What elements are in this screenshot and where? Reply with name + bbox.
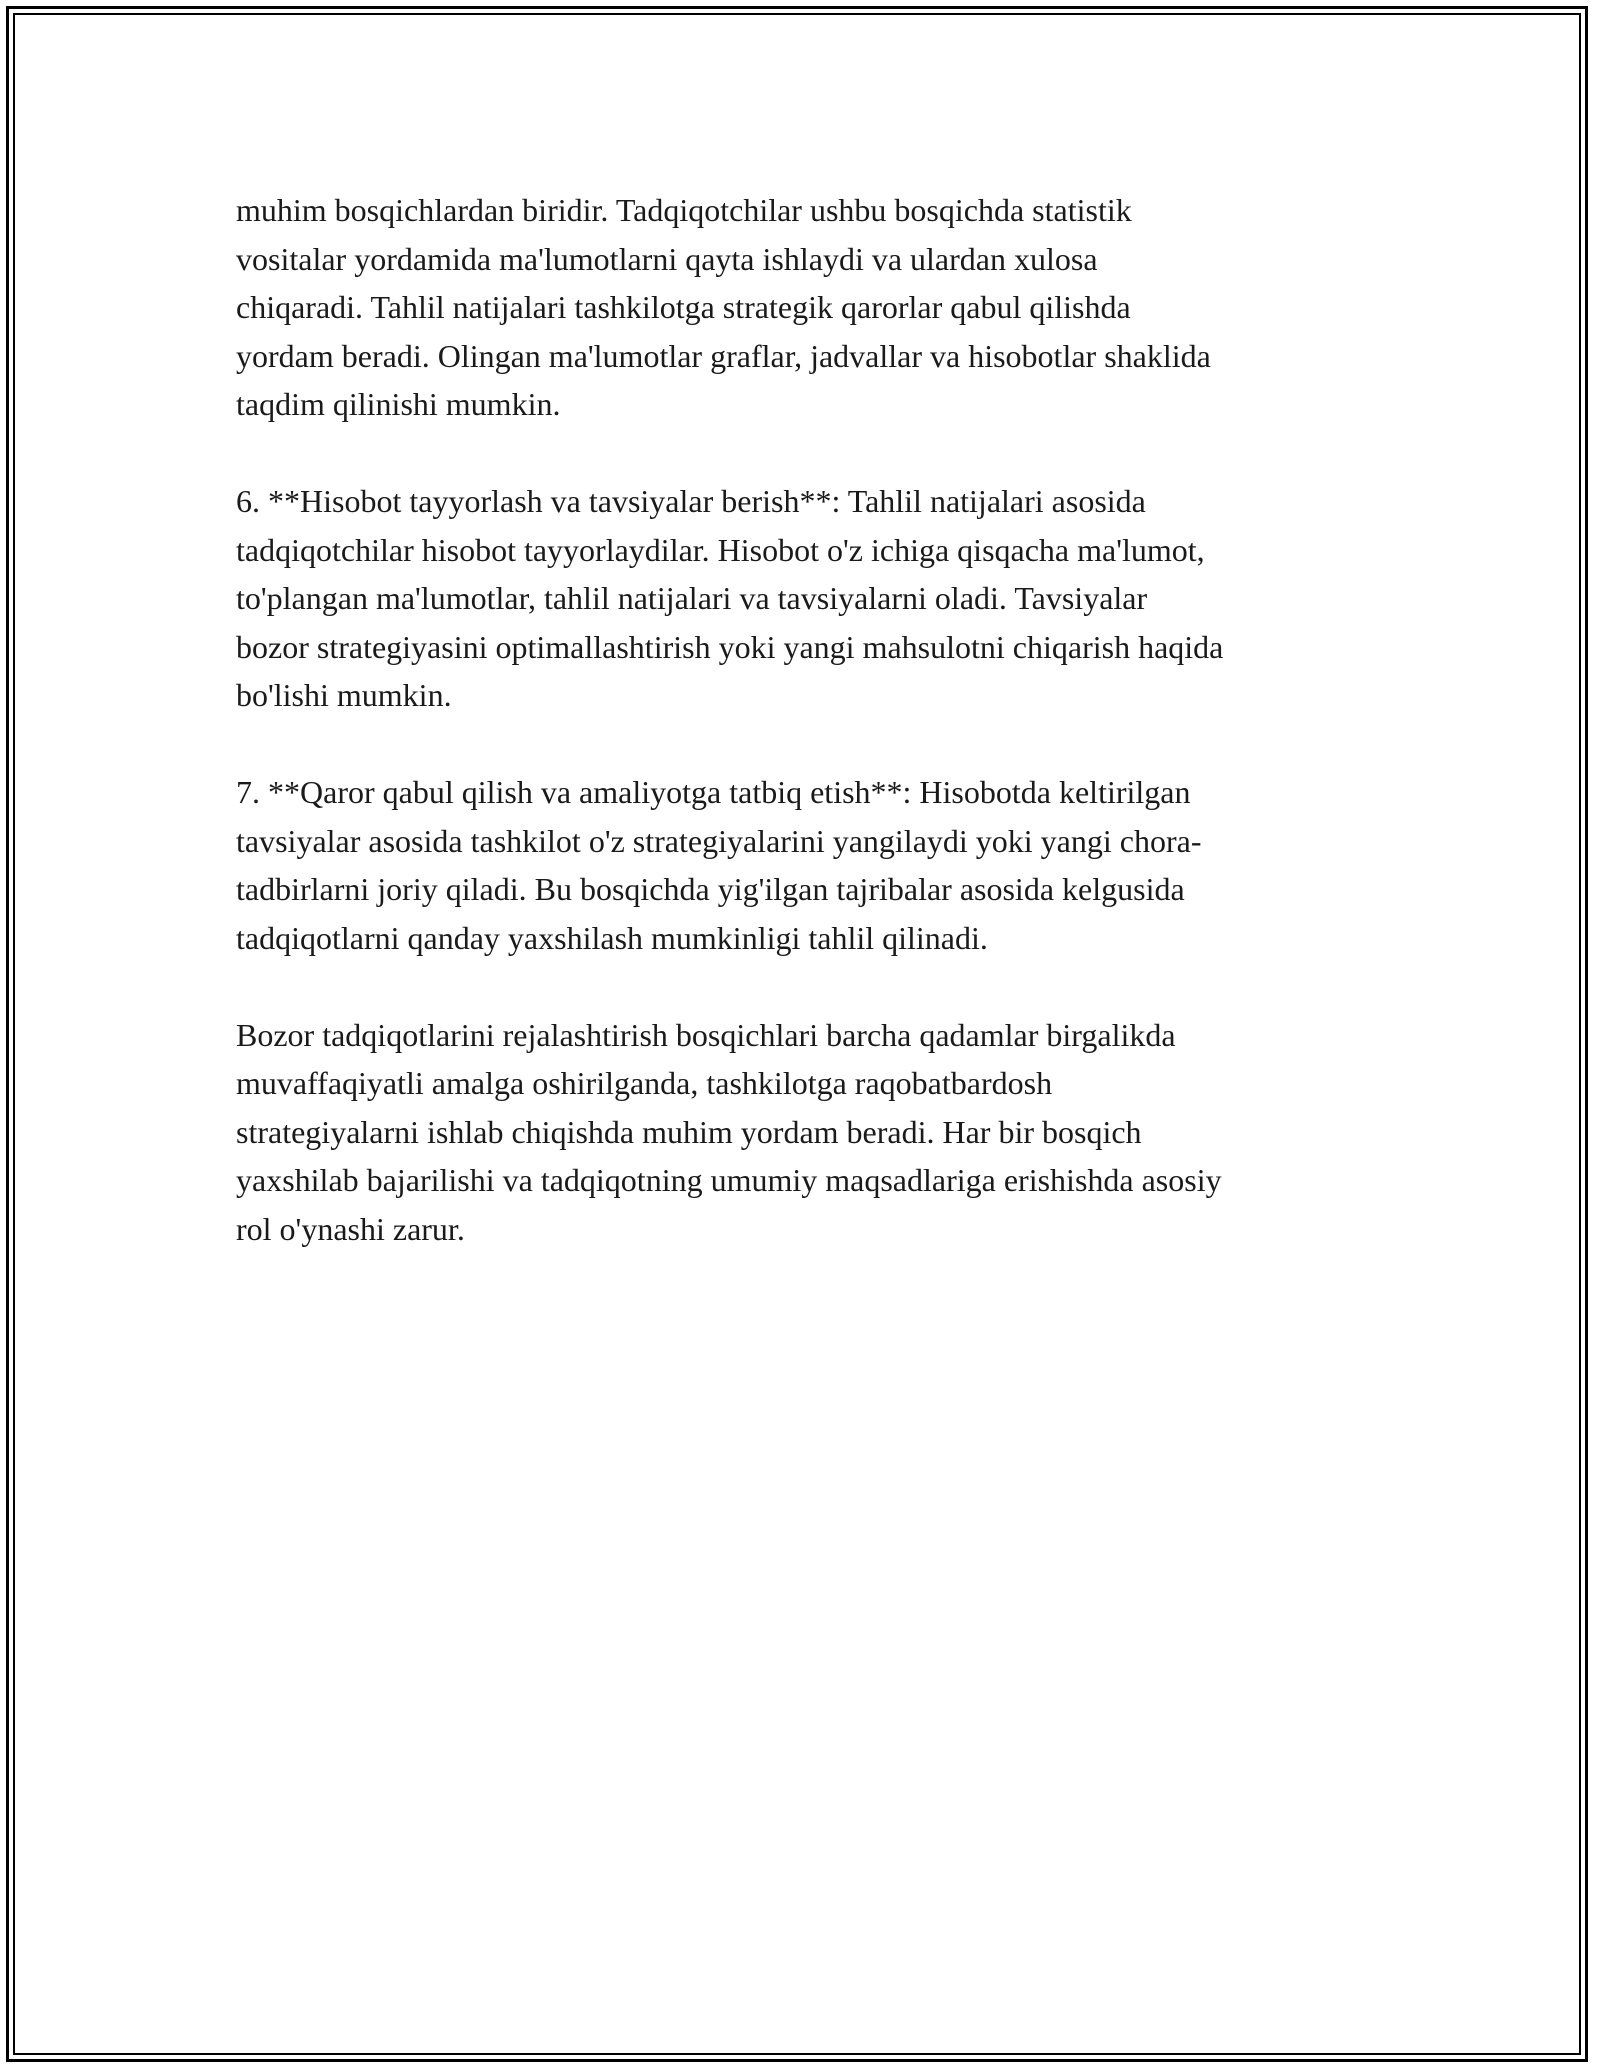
- paragraph-step-7-decision: 7. **Qaror qabul qilish va amaliyotga tatbiq etish**: Hisobotda keltirilgan tavsiyalar asosida tashkilot o'z strategiyalarini yangilaydi yoki yangi chora- tadbirlarni joriy qiladi. Bu bosqichda yig'ilgan tajribalar asosida kelgusida tadqiqotlarni qanday yaxshilash mumkinligi tahlil qilinadi.: [236, 774, 1202, 956]
- paragraph-conclusion: Bozor tadqiqotlarini rejalashtirish bosqichlari barcha qadamlar birgalikda muvaffaqiyatli amalga oshirilganda, tashkilotga raqobatbardosh strategiyalarni ishlab chiqishda muhim yordam beradi. Har bir bosqich yaxshilab bajarilishi va tadqiqotning umumiy maqsadlariga erishishda asosiy rol o'ynashi zarur.: [236, 1016, 1222, 1247]
- paragraph-step-6-report: 6. **Hisobot tayyorlash va tavsiyalar berish**: Tahlil natijalari asosida tadqiqotchilar hisobot tayyorlaydilar. Hisobot o'z ichiga qisqacha ma'lumot, to'plangan ma'lumotlar, tahlil natijalari va tavsiyalarni oladi. Tavsiyalar bozor strategiyasini optimallashtirish yoki yangi mahsulotni chiqarish haqida bo'lishi mumkin.: [236, 483, 1224, 713]
- document-body: [236, 186, 1366, 1302]
- paragraph-analysis-continued: muhim bosqichlardan biridir. Tadqiqotchilar ushbu bosqichda statistik vositalar yordamida ma'lumotlarni qayta ishlaydi va ulardan xulosa chiqaradi. Tahlil natijalari tashkilotga strategik qarorlar qabul qilishda yordam beradi. Olingan ma'lumotlar graflar, jadvallar va hisobotlar shaklida taqdim qilinishi mumkin.: [236, 192, 1211, 422]
